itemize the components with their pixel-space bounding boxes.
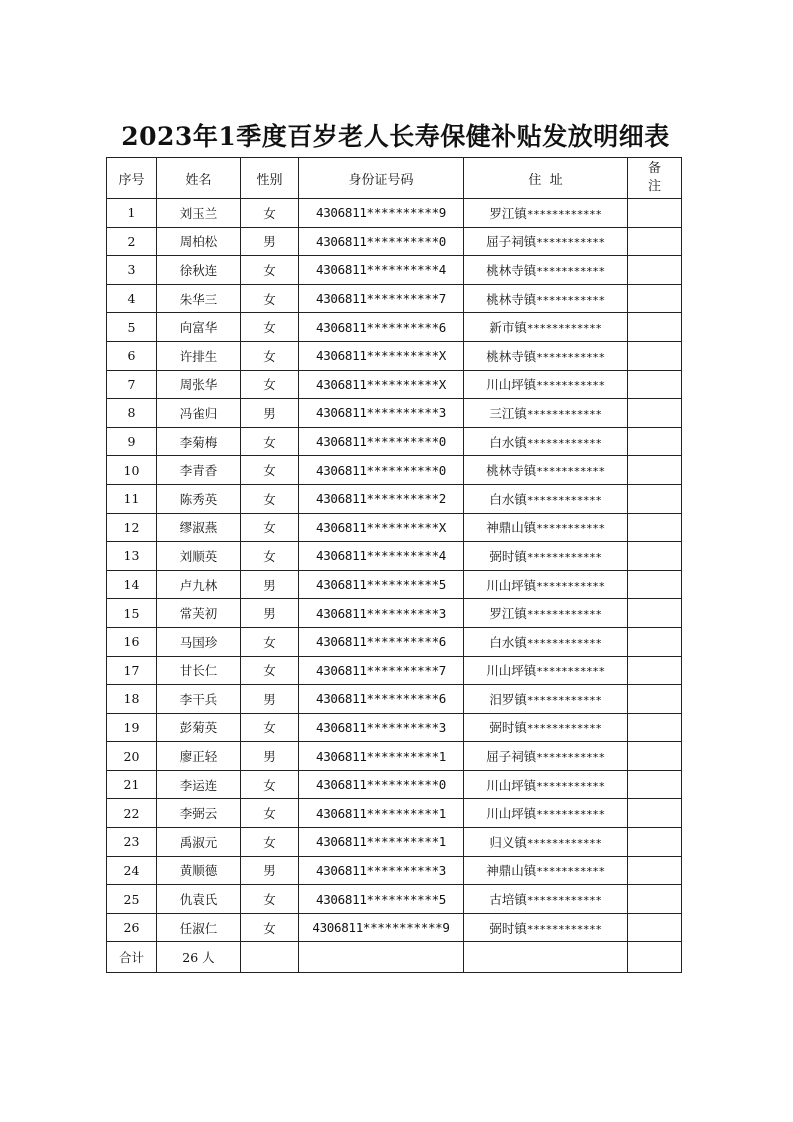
row-note	[628, 456, 682, 485]
row-no: 12	[107, 513, 157, 542]
row-name: 任淑仁	[157, 913, 241, 942]
row-no: 6	[107, 341, 157, 370]
table-row	[107, 656, 682, 685]
row-address-mask: ***********	[536, 865, 605, 879]
row-address-mask: ***********	[536, 236, 605, 250]
row-id: 4306811**********4	[299, 256, 464, 285]
table-row	[107, 713, 682, 742]
row-no: 19	[107, 713, 157, 742]
row-id: 4306811**********6	[299, 685, 464, 714]
row-address	[464, 656, 628, 685]
row-town: 白水镇	[489, 634, 527, 650]
row-no: 1	[107, 199, 157, 228]
row-gender: 男	[241, 399, 299, 428]
header-id: 身份证号码	[299, 158, 464, 199]
row-address-mask: ***********	[536, 264, 605, 278]
page-title: 2023年1季度百岁老人长寿保健补贴发放明细表	[121, 122, 670, 151]
table-row	[107, 427, 682, 456]
row-id: 4306811**********3	[299, 599, 464, 628]
row-town: 川山坪镇	[486, 377, 537, 393]
row-name: 常芙初	[157, 599, 241, 628]
row-address	[464, 484, 628, 513]
total-empty-cell	[628, 942, 682, 973]
row-gender: 女	[241, 885, 299, 914]
row-address-mask: ***********	[536, 379, 605, 393]
row-address-mask: ************	[526, 836, 602, 850]
header-address: 住 址	[464, 158, 628, 199]
row-note	[628, 513, 682, 542]
table-row	[107, 456, 682, 485]
row-address	[464, 284, 628, 313]
row-name: 黄顺德	[157, 856, 241, 885]
row-address-mask: ************	[526, 322, 602, 336]
row-gender: 男	[241, 742, 299, 771]
row-no: 26	[107, 913, 157, 942]
table-row	[107, 885, 682, 914]
row-name: 李青香	[157, 456, 241, 485]
header-gender: 性别	[241, 158, 299, 199]
row-address-mask: ************	[526, 207, 602, 221]
table-row	[107, 284, 682, 313]
row-no: 17	[107, 656, 157, 685]
row-name: 徐秋连	[157, 256, 241, 285]
row-town: 川山坪镇	[486, 663, 537, 679]
header-row	[107, 158, 682, 199]
row-id: 4306811**********7	[299, 656, 464, 685]
row-gender: 女	[241, 770, 299, 799]
row-name: 朱华三	[157, 284, 241, 313]
row-gender: 女	[241, 913, 299, 942]
row-name: 周张华	[157, 370, 241, 399]
row-gender: 女	[241, 256, 299, 285]
row-no: 24	[107, 856, 157, 885]
row-name: 冯雀归	[157, 399, 241, 428]
row-address	[464, 799, 628, 828]
header-name: 姓名	[157, 158, 241, 199]
row-no: 20	[107, 742, 157, 771]
row-town: 古培镇	[489, 892, 527, 908]
row-note	[628, 199, 682, 228]
row-address	[464, 313, 628, 342]
row-address	[464, 227, 628, 256]
row-gender: 男	[241, 599, 299, 628]
row-address	[464, 742, 628, 771]
table-row	[107, 570, 682, 599]
row-gender: 男	[241, 856, 299, 885]
row-town: 屈子祠镇	[486, 749, 537, 765]
row-no: 3	[107, 256, 157, 285]
subsidy-table	[106, 157, 682, 973]
header-no: 序号	[107, 158, 157, 199]
row-address	[464, 599, 628, 628]
row-address	[464, 513, 628, 542]
row-address-mask: ***********	[536, 808, 605, 822]
row-gender: 女	[241, 828, 299, 857]
row-id: 4306811***********9	[299, 913, 464, 942]
row-address-mask: ************	[526, 636, 602, 650]
table-row	[107, 828, 682, 857]
row-gender: 女	[241, 513, 299, 542]
row-address	[464, 542, 628, 571]
row-name: 卢九林	[157, 570, 241, 599]
row-address-mask: ************	[526, 407, 602, 421]
row-address	[464, 913, 628, 942]
row-name: 陈秀英	[157, 484, 241, 513]
row-note	[628, 627, 682, 656]
row-gender: 女	[241, 456, 299, 485]
total-empty-cell	[464, 942, 628, 973]
row-note	[628, 399, 682, 428]
table-row	[107, 856, 682, 885]
table-row	[107, 370, 682, 399]
row-note	[628, 828, 682, 857]
row-note	[628, 599, 682, 628]
header-note-line2: 注	[647, 179, 661, 194]
row-note	[628, 313, 682, 342]
total-empty-cell	[241, 942, 299, 973]
table-row	[107, 399, 682, 428]
row-id: 4306811**********X	[299, 341, 464, 370]
row-address	[464, 427, 628, 456]
row-address-mask: ************	[526, 436, 602, 450]
row-note	[628, 713, 682, 742]
row-name: 彭菊英	[157, 713, 241, 742]
table-row	[107, 742, 682, 771]
row-address-mask: ***********	[536, 665, 605, 679]
row-note	[628, 656, 682, 685]
row-name: 李干兵	[157, 685, 241, 714]
row-address-mask: ************	[526, 722, 602, 736]
row-gender: 男	[241, 570, 299, 599]
table-row	[107, 799, 682, 828]
row-name: 廖正轻	[157, 742, 241, 771]
row-gender: 女	[241, 656, 299, 685]
row-address	[464, 828, 628, 857]
row-address	[464, 456, 628, 485]
table-row	[107, 484, 682, 513]
row-no: 10	[107, 456, 157, 485]
table-row	[107, 542, 682, 571]
row-gender: 女	[241, 484, 299, 513]
row-gender: 女	[241, 199, 299, 228]
row-id: 4306811**********6	[299, 313, 464, 342]
row-gender: 女	[241, 427, 299, 456]
row-address-mask: ***********	[536, 579, 605, 593]
row-no: 23	[107, 828, 157, 857]
row-note	[628, 742, 682, 771]
table-row	[107, 627, 682, 656]
row-no: 9	[107, 427, 157, 456]
total-empty-cell	[299, 942, 464, 973]
row-address-mask: ************	[526, 493, 602, 507]
row-address-mask: ************	[526, 693, 602, 707]
total-row	[107, 942, 682, 973]
row-id: 4306811**********6	[299, 627, 464, 656]
row-town: 弼时镇	[489, 920, 527, 936]
row-name: 马国珍	[157, 627, 241, 656]
row-name: 许排生	[157, 341, 241, 370]
row-town: 弼时镇	[489, 720, 527, 736]
row-note	[628, 885, 682, 914]
row-address	[464, 256, 628, 285]
row-address	[464, 199, 628, 228]
row-id: 4306811**********5	[299, 570, 464, 599]
row-no: 2	[107, 227, 157, 256]
row-address-mask: ************	[526, 608, 602, 622]
row-note	[628, 542, 682, 571]
row-town: 川山坪镇	[486, 806, 537, 822]
row-note	[628, 256, 682, 285]
row-town: 桃林寺镇	[486, 291, 537, 307]
row-gender: 女	[241, 627, 299, 656]
row-town: 汨罗镇	[489, 691, 527, 707]
row-town: 神鼎山镇	[486, 520, 537, 536]
row-address	[464, 885, 628, 914]
row-note	[628, 570, 682, 599]
row-no: 25	[107, 885, 157, 914]
row-town: 桃林寺镇	[486, 463, 537, 479]
row-town: 罗江镇	[489, 606, 527, 622]
total-count: 26 人	[157, 942, 241, 973]
row-town: 三江镇	[489, 405, 527, 421]
row-gender: 女	[241, 341, 299, 370]
row-address-mask: ***********	[536, 522, 605, 536]
row-no: 16	[107, 627, 157, 656]
row-note	[628, 484, 682, 513]
row-town: 桃林寺镇	[486, 262, 537, 278]
table-row	[107, 313, 682, 342]
row-name: 周柏松	[157, 227, 241, 256]
table-row	[107, 685, 682, 714]
row-no: 22	[107, 799, 157, 828]
row-address	[464, 370, 628, 399]
row-gender: 女	[241, 713, 299, 742]
header-note	[628, 158, 682, 199]
row-no: 21	[107, 770, 157, 799]
row-id: 4306811**********9	[299, 199, 464, 228]
row-no: 8	[107, 399, 157, 428]
row-no: 7	[107, 370, 157, 399]
table-row	[107, 341, 682, 370]
row-id: 4306811**********5	[299, 885, 464, 914]
row-address-mask: ***********	[536, 465, 605, 479]
row-id: 4306811**********4	[299, 542, 464, 571]
row-no: 4	[107, 284, 157, 313]
row-address-mask: ************	[526, 894, 602, 908]
row-address-mask: ***********	[536, 751, 605, 765]
row-gender: 女	[241, 370, 299, 399]
row-address-mask: ************	[526, 550, 602, 564]
row-address	[464, 341, 628, 370]
header-note-line1: 备	[647, 161, 661, 176]
row-town: 新市镇	[489, 320, 527, 336]
row-town: 川山坪镇	[486, 577, 537, 593]
total-label: 合计	[107, 942, 157, 973]
row-id: 4306811**********3	[299, 856, 464, 885]
row-name: 李弼云	[157, 799, 241, 828]
row-town: 弼时镇	[489, 548, 527, 564]
row-name: 仇袁氏	[157, 885, 241, 914]
row-address-mask: ***********	[536, 779, 605, 793]
row-note	[628, 799, 682, 828]
row-name: 李菊梅	[157, 427, 241, 456]
row-note	[628, 370, 682, 399]
row-town: 白水镇	[489, 491, 527, 507]
table-row	[107, 599, 682, 628]
table-row	[107, 513, 682, 542]
row-id: 4306811**********X	[299, 370, 464, 399]
row-name: 李运连	[157, 770, 241, 799]
row-name: 向富华	[157, 313, 241, 342]
row-address-mask: ************	[526, 922, 602, 936]
row-id: 4306811**********3	[299, 713, 464, 742]
row-no: 13	[107, 542, 157, 571]
row-address	[464, 627, 628, 656]
table-row	[107, 227, 682, 256]
row-name: 甘长仁	[157, 656, 241, 685]
row-id: 4306811**********0	[299, 770, 464, 799]
row-id: 4306811**********0	[299, 456, 464, 485]
row-no: 15	[107, 599, 157, 628]
row-gender: 男	[241, 685, 299, 714]
row-town: 桃林寺镇	[486, 348, 537, 364]
row-name: 刘玉兰	[157, 199, 241, 228]
row-address	[464, 713, 628, 742]
row-gender: 女	[241, 284, 299, 313]
row-gender: 女	[241, 313, 299, 342]
row-town: 归义镇	[489, 834, 527, 850]
row-id: 4306811**********X	[299, 513, 464, 542]
table-row	[107, 770, 682, 799]
row-name: 禹淑元	[157, 828, 241, 857]
row-id: 4306811**********1	[299, 742, 464, 771]
row-id: 4306811**********1	[299, 828, 464, 857]
row-address-mask: ***********	[536, 293, 605, 307]
row-note	[628, 913, 682, 942]
row-gender: 女	[241, 799, 299, 828]
row-note	[628, 770, 682, 799]
row-note	[628, 856, 682, 885]
row-note	[628, 284, 682, 313]
table-row	[107, 256, 682, 285]
row-no: 5	[107, 313, 157, 342]
row-note	[628, 227, 682, 256]
row-id: 4306811**********1	[299, 799, 464, 828]
row-gender: 女	[241, 542, 299, 571]
row-name: 刘顺英	[157, 542, 241, 571]
row-address	[464, 856, 628, 885]
row-address-mask: ***********	[536, 350, 605, 364]
row-id: 4306811**********0	[299, 227, 464, 256]
row-name: 缪淑燕	[157, 513, 241, 542]
row-id: 4306811**********7	[299, 284, 464, 313]
table-row	[107, 199, 682, 228]
row-town: 屈子祠镇	[486, 234, 537, 250]
row-town: 川山坪镇	[486, 777, 537, 793]
row-id: 4306811**********3	[299, 399, 464, 428]
row-no: 18	[107, 685, 157, 714]
row-note	[628, 685, 682, 714]
row-no: 11	[107, 484, 157, 513]
row-address	[464, 570, 628, 599]
row-note	[628, 427, 682, 456]
row-address	[464, 685, 628, 714]
table-row	[107, 913, 682, 942]
row-no: 14	[107, 570, 157, 599]
row-town: 白水镇	[489, 434, 527, 450]
row-address	[464, 770, 628, 799]
row-id: 4306811**********2	[299, 484, 464, 513]
row-town: 神鼎山镇	[486, 863, 537, 879]
row-gender: 男	[241, 227, 299, 256]
row-note	[628, 341, 682, 370]
row-town: 罗江镇	[489, 205, 527, 221]
row-id: 4306811**********0	[299, 427, 464, 456]
row-address	[464, 399, 628, 428]
